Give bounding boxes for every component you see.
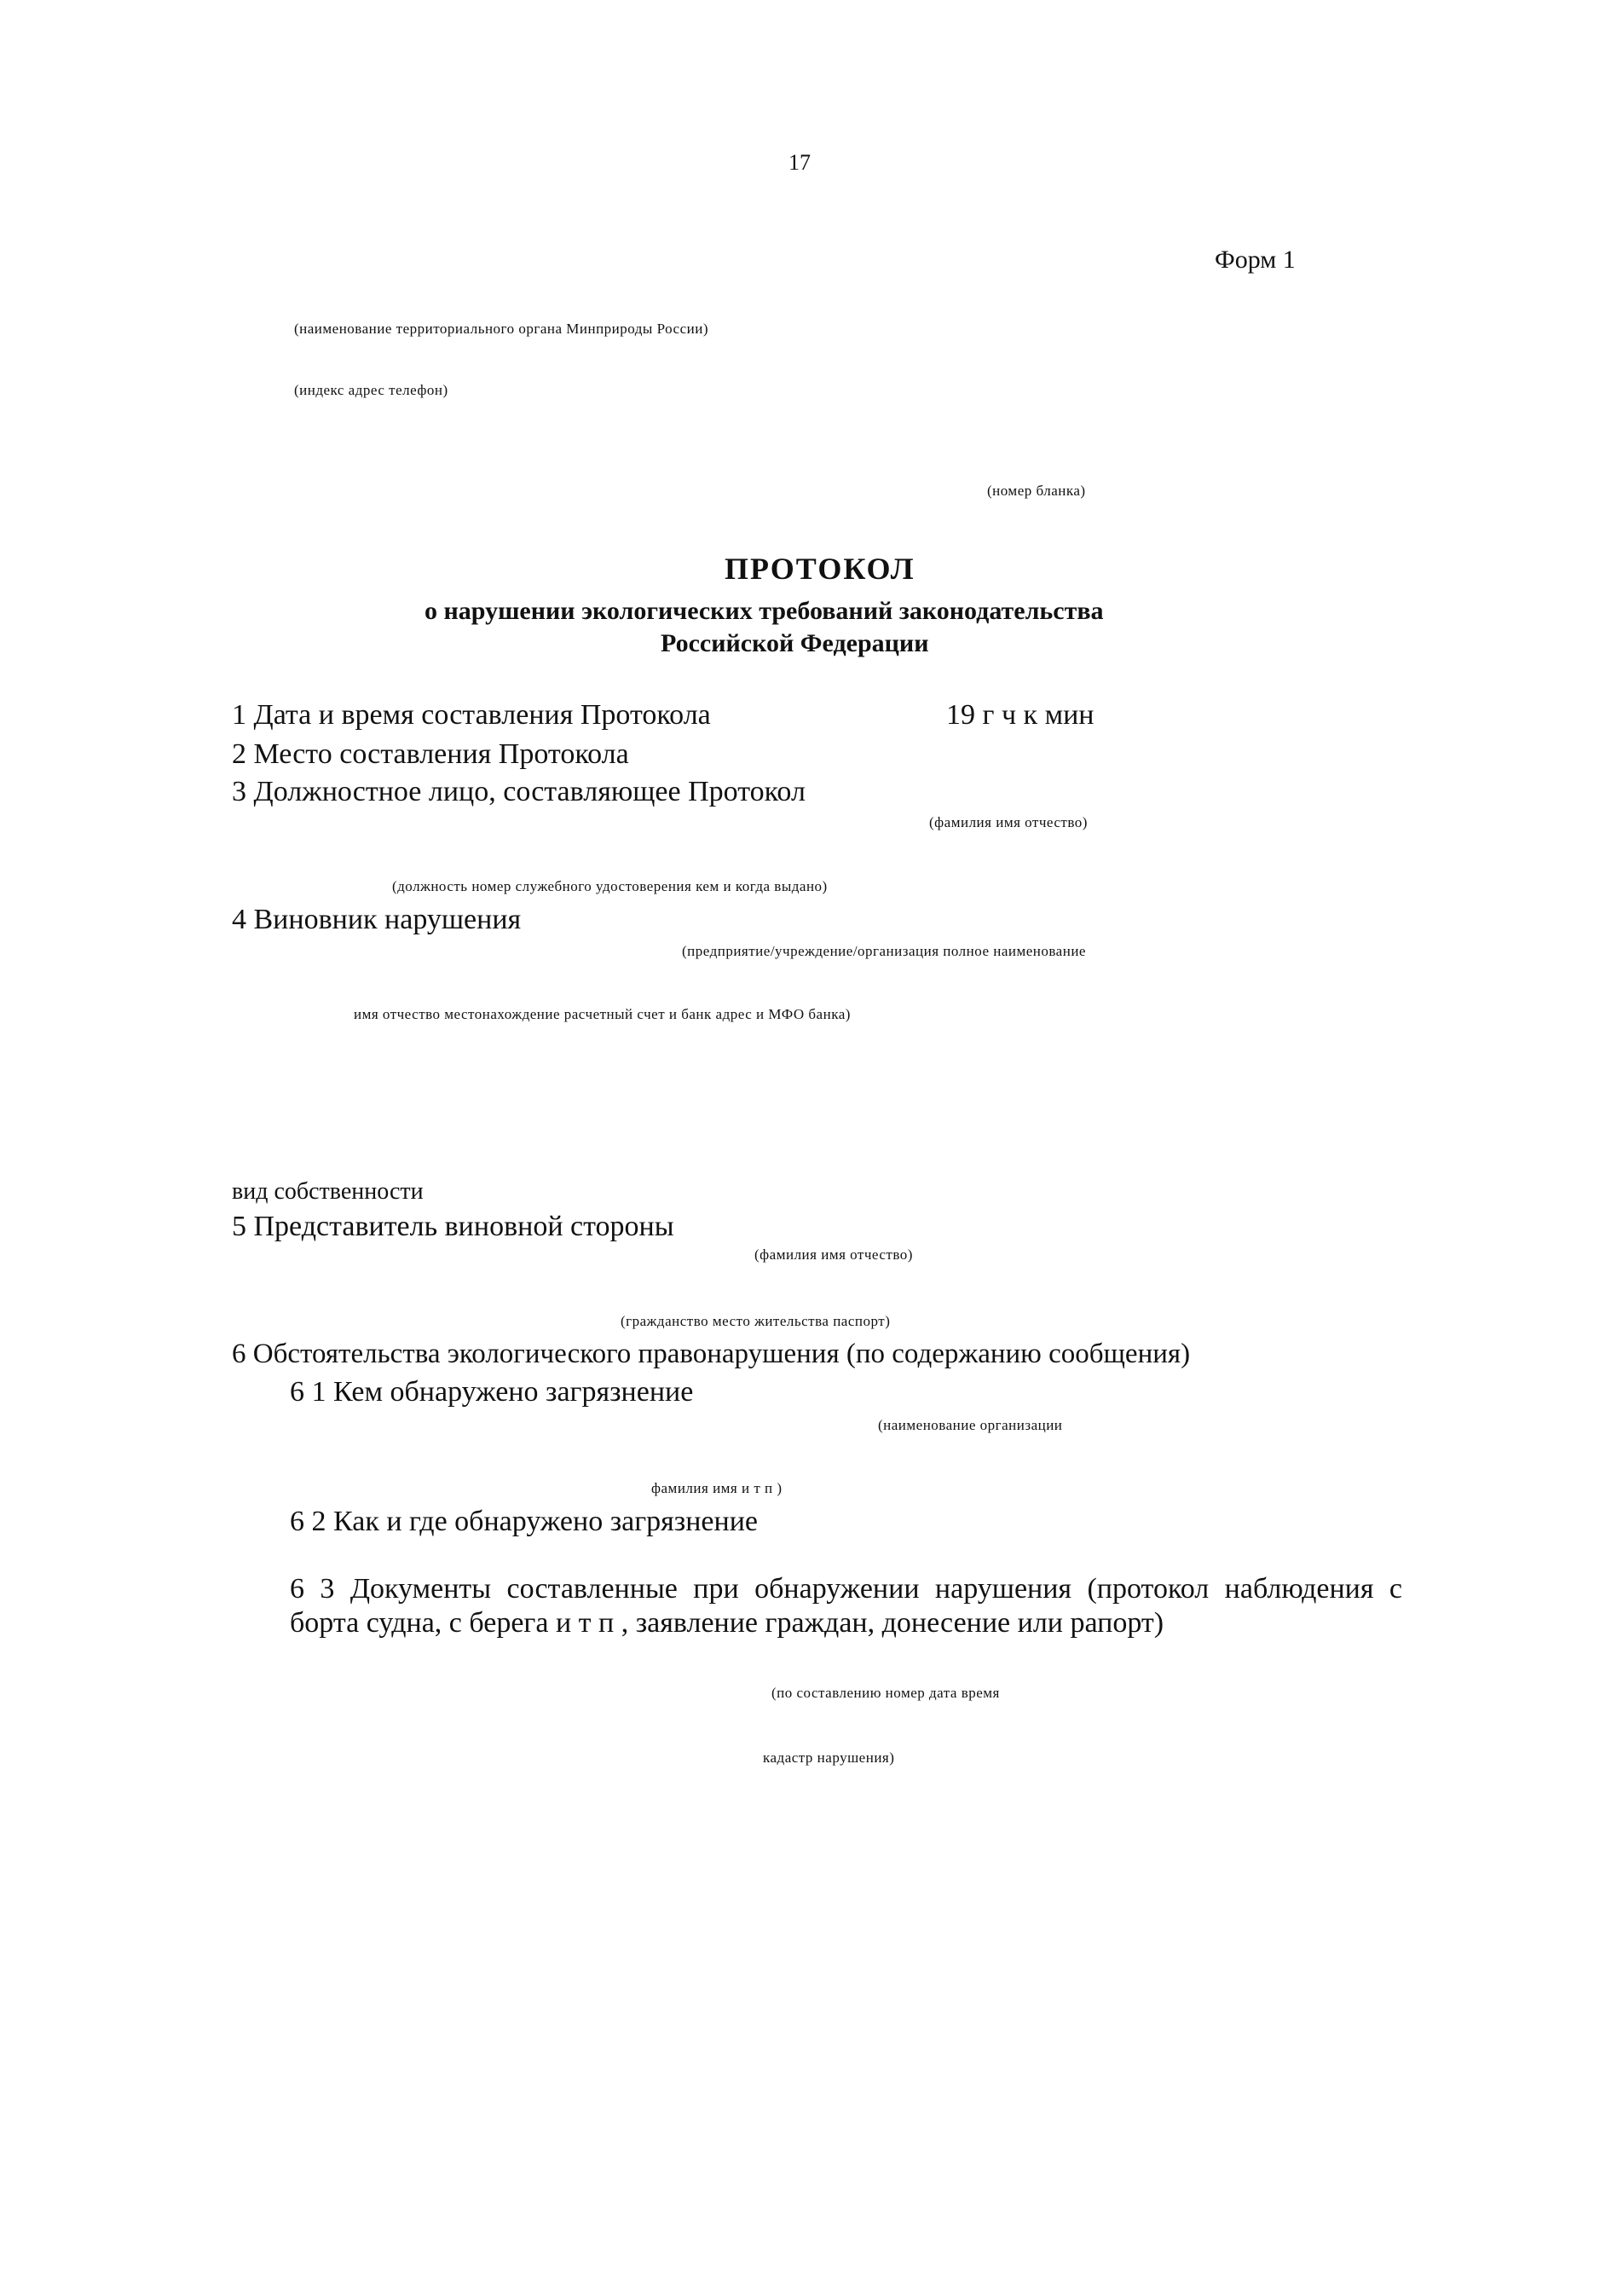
address-caption: (индекс адрес телефон) [294, 382, 448, 398]
item-4-caption-org: (предприятие/учреждение/организация полное наименование [682, 943, 1086, 959]
page-number: 17 [788, 150, 811, 175]
item-6-3-text: 6 3 Документы составленные при обнаружении нарушения (протокол наблюдения с борта судна, с берега и т п , заявление граждан, донесение или рапорт) [290, 1573, 1402, 1639]
item-4-caption-details: имя отчество местонахождение расчетный счет и банк адрес и МФО банка) [354, 1006, 851, 1022]
item-6-1-label: 6 1 Кем обнаружено загрязнение [290, 1376, 694, 1408]
blank-number-caption: (номер бланка) [987, 483, 1086, 499]
form-label: Форм 1 [1215, 246, 1296, 274]
item-1-datetime: 19 г ч к мин [946, 699, 1095, 731]
item-6-1-caption-org: (наименование организации [878, 1417, 1063, 1433]
item-4-label: 4 Виновник нарушения [232, 904, 522, 935]
item-2-label: 2 Место составления Протокола [232, 738, 629, 770]
item-6-1-caption-name: фамилия имя и т п ) [651, 1480, 783, 1496]
item-3-caption-name: (фамилия имя отчество) [929, 814, 1088, 830]
item-5-label: 5 Представитель виновной стороны [232, 1211, 674, 1242]
item-6-2-label: 6 2 Как и где обнаружено загрязнение [290, 1506, 758, 1537]
document-title: ПРОТОКОЛ [725, 552, 916, 586]
document-subtitle-line1: о нарушении экологических требований законодательства [425, 597, 1104, 625]
item-6-3-caption-docs: (по составлению номер дата время [771, 1685, 1000, 1701]
item-6-label: 6 Обстоятельства экологического правонарушения (по содержанию сообщения) [232, 1339, 1191, 1369]
item-6-3-caption-cadastre: кадастр нарушения) [763, 1749, 895, 1766]
organ-caption: (наименование территориального органа Минприроды России) [294, 321, 708, 337]
item-5-caption-passport: (гражданство место жительства паспорт) [621, 1313, 891, 1329]
item-5-caption-name: (фамилия имя отчество) [754, 1246, 913, 1263]
ownership-label: вид собственности [232, 1178, 424, 1205]
item-3-caption-position: (должность номер служебного удостоверения кем и когда выдано) [392, 878, 828, 894]
item-3-label: 3 Должностное лицо, составляющее Протокол [232, 776, 806, 807]
document-subtitle-line2: Российской Федерации [661, 629, 929, 657]
item-1-label: 1 Дата и время составления Протокола [232, 699, 711, 731]
